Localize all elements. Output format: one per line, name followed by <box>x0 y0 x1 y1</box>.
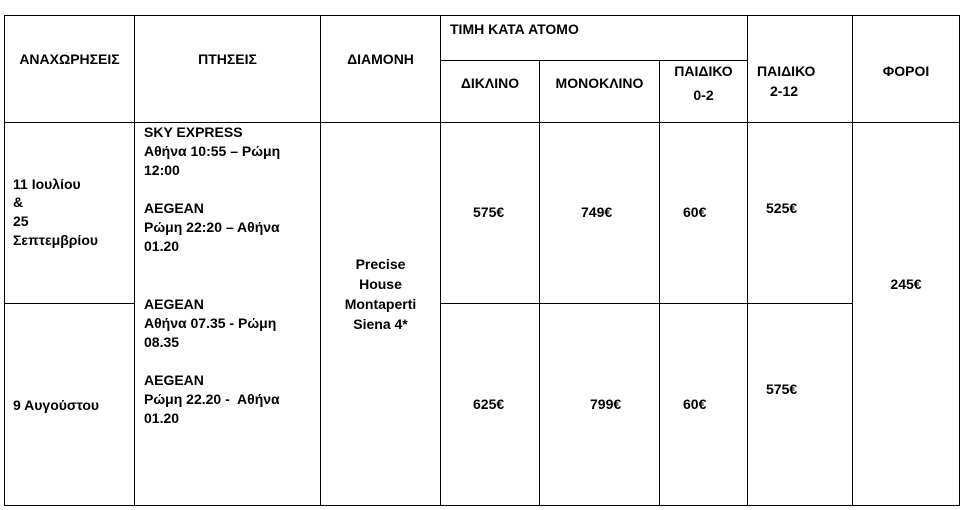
row1-date-line1: 11 Ιουλίου <box>13 176 81 192</box>
col-divider-child02 <box>659 61 660 506</box>
header-taxes: ΦΟΡΟΙ <box>882 63 930 79</box>
col-divider-single <box>539 61 540 506</box>
flights2-route2-line2: 01.20 <box>144 410 180 426</box>
flights1-airline1: SKY EXPRESS <box>144 124 243 140</box>
taxes-value: 245€ <box>890 276 922 292</box>
header-child-2-12-line2: 2-12 <box>770 83 799 99</box>
flights1-route1-line2: 12:00 <box>144 162 180 178</box>
flights2-route1-line1: Αθήνα 07.35 - Ρώμη <box>144 315 277 331</box>
flights2-airline1: AEGEAN <box>144 296 204 312</box>
header-double: ΔΙΚΛΙΝΟ <box>460 75 520 91</box>
flights1-route2-line2: 01.20 <box>144 238 180 254</box>
row1-child-0-2-price: 60€ <box>683 204 707 220</box>
table-border-left <box>4 15 5 506</box>
row2-child-2-12-price: 575€ <box>766 381 798 397</box>
flights1-airline2: AEGEAN <box>144 200 204 216</box>
flights1-route1-line1: Αθήνα 10:55 – Ρώμη <box>144 143 281 159</box>
hotel-line2: House <box>359 276 402 292</box>
header-price-per-person: ΤΙΜΗ ΚΑΤΑ ΑΤΟΜΟ <box>450 21 579 37</box>
hotel-line1: Precise <box>355 256 406 272</box>
header-child-2-12-line1: ΠΑΙΔΙΚΟ <box>757 63 816 79</box>
header-departures: ΑΝΑΧΩΡΗΣΕΙΣ <box>19 51 120 67</box>
row2-child-0-2-price: 60€ <box>683 396 707 412</box>
table-border-bottom <box>4 505 960 506</box>
header-stay: ΔΙΑΜΟΝΗ <box>347 51 414 67</box>
date-row-divider-right <box>440 303 852 304</box>
header-child-0-2-line2: 0-2 <box>693 87 714 103</box>
header-flights: ΠΤΗΣΕΙΣ <box>198 51 257 67</box>
price-subheader-divider <box>440 60 748 61</box>
row1-child-2-12-price: 525€ <box>766 200 798 216</box>
flights1-route2-line1: Ρώμη 22:20 – Αθήνα <box>144 219 280 235</box>
col-divider-taxes <box>852 15 853 506</box>
flights2-airline2: AEGEAN <box>144 372 204 388</box>
row2-double-price: 625€ <box>473 396 505 412</box>
table-border-top <box>4 15 960 16</box>
date-row-divider-left <box>4 303 135 304</box>
row1-date-line4: Σεπτεμβρίου <box>13 232 99 248</box>
header-child-0-2-line1: ΠΑΙΔΙΚΟ <box>674 63 733 79</box>
hotel-line4: Siena 4* <box>353 316 408 332</box>
row2-date: 9 Αυγούστου <box>13 397 100 413</box>
flights2-route2-line1: Ρώμη 22.20 - Αθήνα <box>144 391 280 407</box>
table-border-right <box>959 15 960 506</box>
col-divider-flights <box>134 15 135 506</box>
row1-date-line2: & <box>13 194 24 210</box>
col-divider-child212 <box>747 15 748 506</box>
row1-date-line3: 25 <box>13 213 29 229</box>
row1-single-price: 749€ <box>581 204 613 220</box>
row2-single-price: 799€ <box>590 396 622 412</box>
header-single: ΜΟΝΟΚΛΙΝΟ <box>555 75 644 91</box>
flights2-route1-line2: 08.35 <box>144 334 180 350</box>
row1-double-price: 575€ <box>473 204 505 220</box>
hotel-line3: Montaperti <box>344 296 417 312</box>
